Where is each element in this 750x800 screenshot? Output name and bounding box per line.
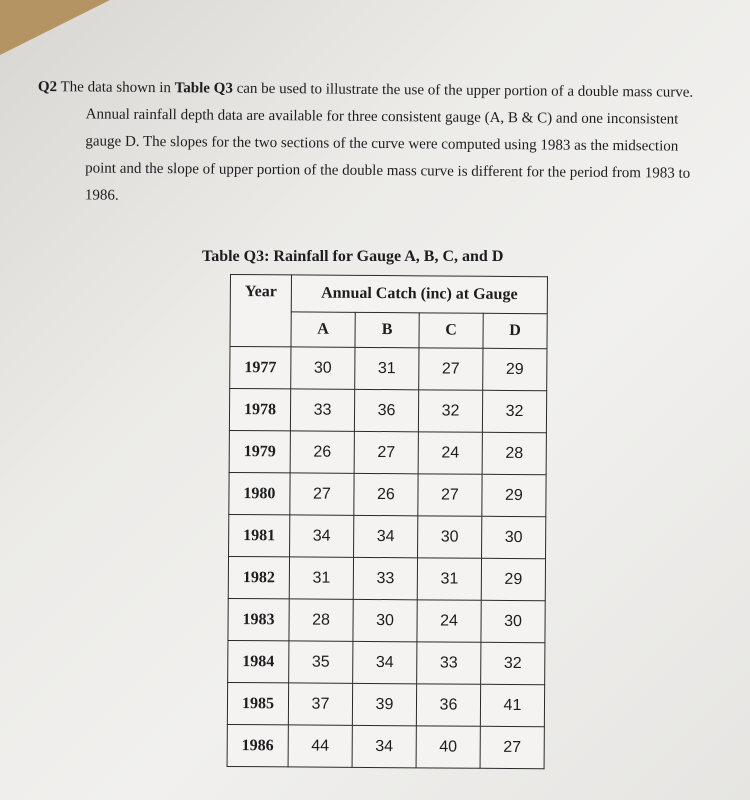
gauge-a-value-cell: 26 — [290, 431, 354, 473]
gauge-d-value-cell: 27 — [480, 726, 544, 768]
year-cell: 1982 — [228, 556, 289, 598]
gauge-b-value-cell: 27 — [354, 431, 418, 473]
year-cell: 1979 — [229, 430, 290, 472]
question-block — [37, 74, 703, 215]
table-body — [227, 347, 547, 769]
year-cell: 1984 — [228, 640, 289, 682]
gauge-b-value-cell: 39 — [352, 683, 416, 725]
gauge-b-value-cell: 30 — [353, 599, 417, 641]
gauge-a-value-cell: 30 — [291, 347, 355, 389]
gauge-b-value-cell: 26 — [354, 473, 418, 515]
gauge-b-value-cell: 36 — [354, 389, 418, 431]
annual-catch-header: Annual Catch (inc) at Gauge — [291, 275, 547, 314]
gauge-d-header: D — [483, 313, 547, 348]
table-header-row — [230, 275, 547, 314]
question-paragraph — [37, 74, 703, 215]
year-cell: 1978 — [229, 389, 290, 431]
table-row — [229, 514, 546, 558]
table-row — [230, 347, 547, 391]
year-cell: 1977 — [230, 347, 291, 389]
year-cell: 1983 — [228, 598, 289, 640]
gauge-b-value-cell: 34 — [353, 641, 417, 683]
gauge-a-value-cell: 31 — [289, 557, 353, 599]
gauge-c-value-cell: 33 — [417, 642, 481, 684]
table-row — [228, 556, 545, 600]
gauge-d-value-cell: 29 — [482, 474, 546, 516]
table-caption: Table Q3: Rainfall for Gauge A, B, C, and D — [202, 248, 504, 265]
gauge-a-header: A — [291, 312, 355, 347]
gauge-b-header: B — [355, 312, 419, 347]
question-text-before: The data shown in — [60, 79, 171, 97]
table-row — [229, 389, 546, 433]
gauge-a-value-cell: 27 — [290, 473, 354, 515]
gauge-b-value-cell: 33 — [353, 557, 417, 599]
rainfall-table — [227, 274, 548, 769]
gauge-d-value-cell: 29 — [483, 348, 547, 390]
table-row — [228, 640, 545, 684]
gauge-c-value-cell: 30 — [418, 516, 482, 558]
gauge-d-value-cell: 32 — [482, 390, 546, 432]
gauge-d-value-cell: 41 — [480, 684, 544, 726]
year-cell: 1981 — [229, 514, 290, 556]
gauge-c-value-cell: 32 — [418, 390, 482, 432]
question-number: Q2 — [37, 78, 58, 96]
gauge-c-value-cell: 27 — [419, 348, 483, 390]
table-row — [227, 724, 544, 768]
table-reference: Table Q3 — [174, 80, 233, 97]
gauge-a-value-cell: 35 — [289, 641, 353, 683]
gauge-d-value-cell: 30 — [481, 600, 545, 642]
year-cell: 1985 — [227, 682, 288, 724]
gauge-a-value-cell: 37 — [288, 683, 352, 725]
gauge-a-value-cell: 33 — [290, 389, 354, 431]
table-row — [228, 598, 545, 642]
gauge-c-value-cell: 24 — [418, 432, 482, 474]
gauge-b-value-cell: 34 — [352, 725, 416, 767]
year-cell: 1986 — [227, 724, 288, 766]
table-row — [229, 430, 546, 474]
table-row — [227, 682, 544, 726]
question-text-after: can be used to illustrate the use of the upper portion of a double mass curve. Annual rainfall depth data are available for three consistent gauge (A, B & C) and one inconsistent gauge D. The slopes for the two sections of the curve were computed using 1983 as the midsection point and the slope of upper portion of the double mass curve is different for the period from 1983 to 1986. — [84, 80, 694, 204]
gauge-c-header: C — [419, 313, 483, 348]
gauge-a-value-cell: 28 — [289, 599, 353, 641]
page-fold-corner — [0, 0, 110, 55]
gauge-b-value-cell: 31 — [355, 347, 419, 389]
table-row — [229, 472, 546, 516]
gauge-c-value-cell: 24 — [417, 600, 481, 642]
gauge-d-value-cell: 28 — [482, 432, 546, 474]
rainfall-table-wrapper — [227, 274, 548, 769]
gauge-d-value-cell: 32 — [481, 642, 545, 684]
gauge-d-value-cell: 29 — [481, 558, 545, 600]
gauge-c-value-cell: 27 — [418, 474, 482, 516]
gauge-a-value-cell: 34 — [290, 515, 354, 557]
gauge-c-value-cell: 31 — [417, 558, 481, 600]
gauge-c-value-cell: 40 — [416, 726, 480, 768]
year-cell: 1980 — [229, 472, 290, 514]
gauge-d-value-cell: 30 — [482, 516, 546, 558]
gauge-c-value-cell: 36 — [416, 684, 480, 726]
gauge-a-value-cell: 44 — [288, 725, 352, 767]
gauge-b-value-cell: 34 — [354, 515, 418, 557]
year-column-header: Year — [230, 275, 292, 347]
